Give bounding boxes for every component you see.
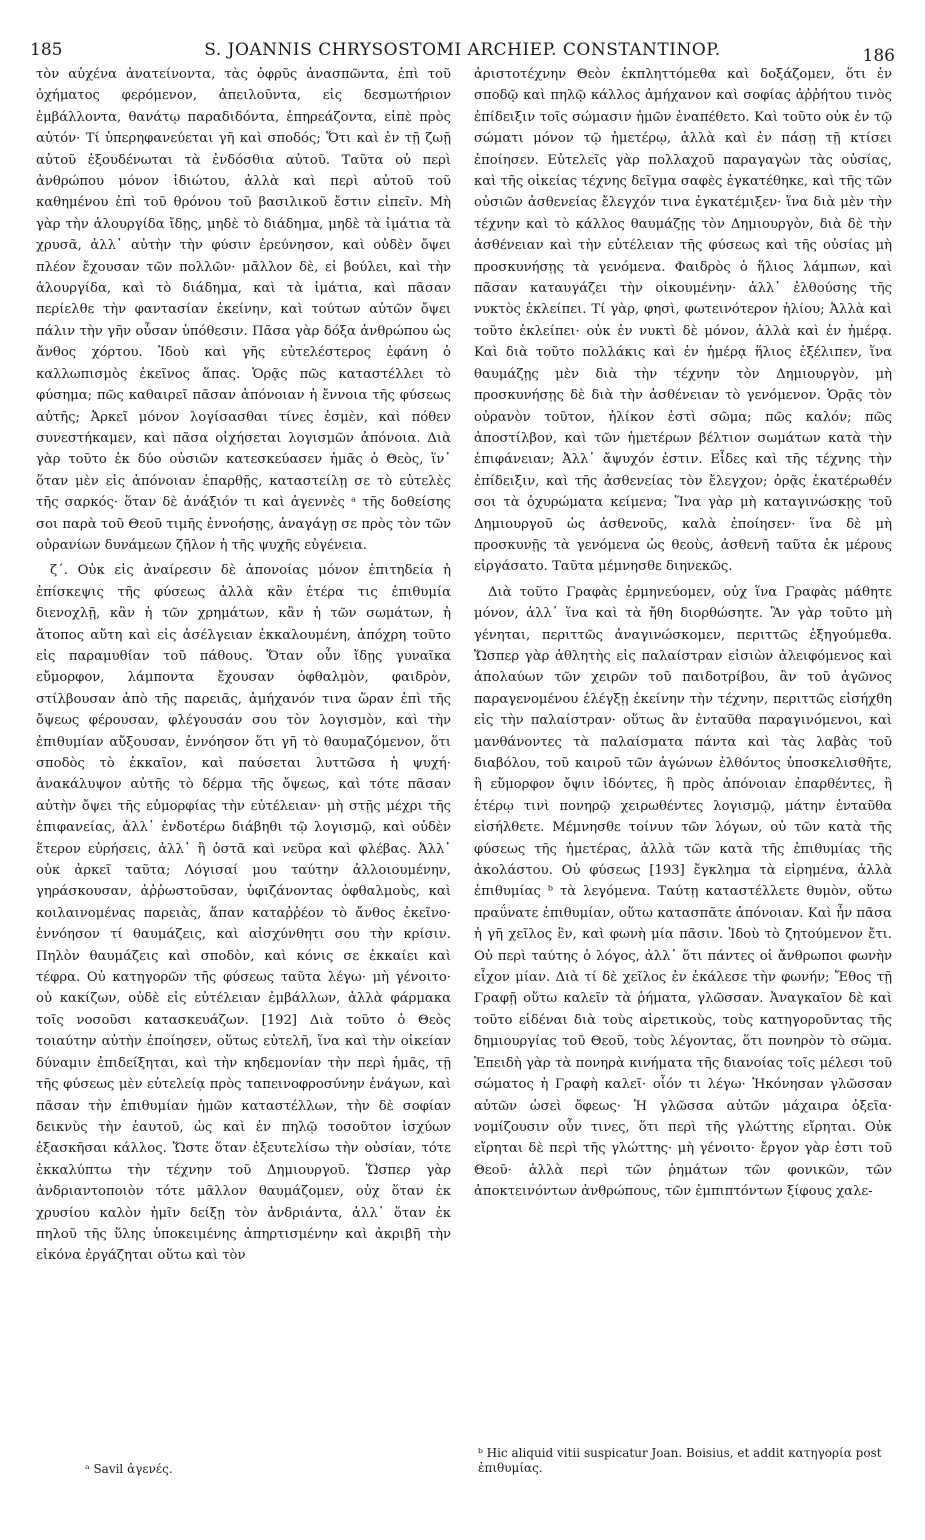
right-paragraph: Διὰ τοῦτο Γραφὰς ἑρμηνεύομεν, οὐχ ἵνα Γραφὰς μάθητε μόνον, ἀλλ᾽ ἵνα καὶ τὰ ἤθη διορθώσητε. Ἂν γὰρ τοῦτο μὴ γένηται, περιττῶς ἀναγινώσκομεν, περιττῶς ἐξηγούμεθα. Ὥσπερ γὰρ ἀθλητὴς εἰς παλαίστραν εἰσιὼν ἀλειφόμενος καὶ ἀπολαύων τῶν χειρῶν τοῦ παιδοτρίβου, ἂν τοῦ ἀγῶνος παραγενομένου ἐλέγξῃ ἐκείνην τὴν τέχνην, περιττῶς εἰσήχθη εἰς τὴν παλαίστραν· οὕτως ἂν ἐνταῦθα παραγινόμενοι, καὶ μανθάνοντες τὰ παλαίσματα πάντα καὶ τὰς λαβὰς τοῦ διαβόλου, τοῦ καιροῦ τῶν ἀγώνων ἐλθόντος ὑποσκελισθῆτε, ἢ εὔμορφον ὄψιν ἰδόντες, ἢ πρὸς ἀπόνοιαν ἐπαρθέντες, ἢ ἑτέρῳ τινὶ πονηρῷ χειρωθέντες λογισμῷ, μάτην ἐνταῦθα εἰσήλθετε. Μέμνησθε τοίνυν τῶν λόγων, οὐ τῶν κατὰ τῆς φύσεως τῆς ἡμετέρας, ἀλλὰ τῶν κατὰ τῆς ἐπιθυμίας τῆς ἀκολάστου. Οὐ φύσεως [193] ἔγκλημα τὰ εἰρημένα, ἀλλὰ ἐπιθυμίας ᵇ τὰ λεγόμενα. Ταύτῃ καταστέλλετε θυμὸν, οὕτω πραΰνατε ἐπιθυμίαν, οὕτω κατασπᾶτε ἀπόνοιαν. Καὶ ἦν πᾶσα ἡ γῆ χεῖλος ἓν, καὶ φωνὴ μία πᾶσιν. Ἰδοὺ τὸ ζητούμενον ἔτι. Οὐ περὶ ταύτης ὁ λόγος, ἀλλ᾽ ὅτι πάντες οἱ ἄνθρωποι φωνὴν εἶχον μίαν. Διὰ τί δὲ χεῖλος ἐν ἐκάλεσε τὴν φωνήν; Ἔθος τῇ Γραφῇ οὕτω καλεῖν τὰ ῥήματα, γλῶσσαν. Ἀναγκαῖον δὲ καὶ τοῦτο εἰδέναι διὰ τοὺς αἱρετικοὺς, τοὺς κατηγοροῦντας τῆς δημιουργίας τοῦ Θεοῦ, τοὺς λέγοντας, ὅτι πονηρὸν τὸ σῶμα. Ἐπειδὴ γὰρ τὰ πονηρὰ κινήματα τῆς διανοίας τοῖς μέλεσι τοῦ σώματος ἡ Γραφὴ καλεῖ· οἷόν τι λέγω· Ἠκόνησαν γλῶσσαν αὐτῶν ὡσεὶ ὄφεως· Ἡ γλῶσσα αὐτῶν μάχαιρα ὀξεῖα· νομίζουσιν οὖν τινες, ὅτι περὶ τῆς γλώττης εἴρηται. Οὐκ εἴρηται δὲ περὶ τῆς γλώττης· μὴ γένοιτο· ἔργον γὰρ ἐστι τοῦ Θεοῦ· ἀλλὰ περὶ τῶν ῥημάτων τῶν φονικῶν, τῶν ἀποκτεινόντων ἀνθρώπους, τῶν ἐμπιπτόντων ξίφους χαλε- bbox=[474, 584, 892, 1200]
right-text-column bbox=[474, 64, 892, 1449]
page-number-right: 186 bbox=[862, 46, 895, 66]
left-paragraph: τὸν αὐχένα ἀνατείνοντα, τὰς ὀφρῦς ἀνασπῶντα, ἐπὶ τοῦ ὀχήματος φερόμενον, ἀπειλοῦντα, εἰς δεσμωτήριον ἐμβάλλοντα, θανάτῳ παραδιδόντα, ἐπηρεάζοντα, εἰπὲ πρὸς αὐτόν· Τί ὑπερηφανεύεται γῆ καὶ σποδός; Ὅτι καὶ ἐν τῇ ζωῇ αὐτοῦ ἐξουδένωται τὰ ἐνδόσθια αὐτοῦ. Ταῦτα οὐ περὶ ἀνθρώπου μόνον ἰδιώτου, ἀλλὰ καὶ περὶ αὐτοῦ τοῦ καθημένου ἐπὶ τοῦ θρόνου τοῦ βασιλικοῦ ἔστιν εἰπεῖν. Μὴ γὰρ τὴν ἁλουργίδα ἴδῃς, μηδὲ τὸ διάδημα, μηδὲ τὰ ἱμάτια τὰ χρυσᾶ, ἀλλ᾽ αὐτὴν τὴν φύσιν ἐρεύνησον, καὶ οὐδὲν ὄψει πλέον ἔχουσαν τῶν πολλῶν· μᾶλλον δὲ, εἰ βούλει, καὶ τὴν ἁλουργίδα, καὶ τὸ διάδημα, καὶ τὰ ἱμάτια, καὶ πᾶσαν περίελθε τὴν φαντασίαν ἐκείνην, καὶ τούτων αὐτῶν ὄψει πάλιν τὴν γῆν οὖσαν ὑπόθεσιν. Πᾶσα γὰρ δόξα ἀνθρώπου ὡς ἄνθος χόρτου. Ἰδοὺ καὶ γῆς εὐτελέστερος ἐφάνη ὁ καλλωπισμὸς ἐκεῖνος ἅπας. Ὁρᾷς πῶς καταστέλλει τὸ φύσημα; πῶς καθαιρεῖ πᾶσαν ἀπόνοιαν ἡ ἔννοια τῆς φύσεως αὐτῆς; Ἀρκεῖ μόνον λογίσασθαι τίνες ἐσμὲν, καὶ πόθεν συνεστήκαμεν, καὶ πᾶσα οἰχήσεται λογισμῶν ἀπόνοια. Διὰ γὰρ τοῦτο ἐκ δύο οὐσιῶν κατεσκεύασεν ἡμᾶς ὁ Θεὸς, ἵν᾽ ὅταν μὲν εἰς ἀπόνοιαν ἐπαρθῇς, καταστείλῃ σε τὸ εὐτελὲς τῆς σαρκός· ὅταν δὲ ἀνάξιόν τι καὶ ἀγεννὲς ᵃ τῆς δοθείσης σοι παρὰ τοῦ Θεοῦ τιμῆς ἐννοήσῃς, ἀναγάγῃ σε πρὸς τὸν τῶν οὐρανίων δυνάμεων ζῆλον ἡ τῆς ψυχῆς εὐγένεια. bbox=[36, 67, 451, 553]
right-paragraph: ἀριστοτέχνην Θεὸν ἐκπληττόμεθα καὶ δοξάζομεν, ὅτι ἐν σποδῷ καὶ πηλῷ κάλλος ἀμήχανον καὶ σοφίας ἀῤῥήτου τινὸς ἐπίδειξιν τοῖς σώμασιν ἡμῶν ἐναπέθετο. Καὶ τοῦτο οὐκ ἐν τῷ σώματι μόνον τῷ ἡμετέρῳ, ἀλλὰ καὶ ἐν πάσῃ τῇ κτίσει ἐποίησεν. Εὐτελεῖς γὰρ πολλαχοῦ παραγαγὼν τὰς οὐσίας, καὶ τῆς οἰκείας τέχνης δεῖγμα σαφὲς ἐγκατέθηκε, καὶ τῆς τῶν οὐσιῶν ἀσθενείας ἔλεγχόν τινα ἐγκατέμιξεν· ἵνα διὰ μὲν τὴν τέχνην καὶ τὸ κάλλος θαυμάζῃς τὸν Δημιουργὸν, διὰ δὲ τὴν ἀσθένειαν καὶ τὴν εὐτέλειαν τῆς φύσεως καὶ τῆς οὐσίας μὴ προσκυνήσῃς τὰ γενόμενα. Φαιδρὸς ὁ ἥλιος λάμπων, καὶ πᾶσαν καταυγάζει τὴν οἰκουμένην· ἀλλ᾽ ἐλθούσης τῆς νυκτὸς ἐκλείπει. Τί γὰρ, φησὶ, φωτεινότερον ἡλίου; Ἀλλὰ καὶ τοῦτο ἐκλείπει· οὐκ ἐν νυκτὶ δὲ μόνον, ἀλλὰ καὶ ἐν ἡμέρᾳ. Καὶ διὰ τοῦτο πολλάκις καὶ ἐν ἡμέρᾳ ἥλιος ἐξέλιπεν, ἵνα θαυμάζῃς μὲν διὰ τὴν τέχνην τὸν Δημιουργὸν, μὴ προσκυνήσῃς δὲ διὰ τὴν ἀσθένειαν τὸ γενόμενον. Ὁρᾷς τὸν οὐρανὸν τοῦτον, ἡλίκον ἐστὶ σῶμα; πῶς καλόν; πῶς ἀποστίλβον, καὶ τῶν ἡμετέρων βέλτιον σωμάτων κατὰ τὴν ἐπιφάνειαν; Ἀλλ᾽ ἄψυχόν ἐστιν. Εἶδες καὶ τῆς τέχνης τὴν ἐπίδειξιν, καὶ τῆς ἀσθενείας τὸν ἔλεγχον; ὁρᾷς ἑκατέρωθέν σοι τὰ ὀχυρώματα κείμενα; Ἵνα γὰρ μὴ καταγινώσκῃς τοῦ Δημιουργοῦ ὡς ἀσθενοῦς, καλὰ ἐποίησεν· ἵνα δὲ μὴ προσκυνῇς τὰ γενόμενα ὡς θεοὺς, ἀσθενῆ ταῦτα ἐκ μέρους εἰργάσατο. Ταῦτα μέμνησθε διηνεκῶς. bbox=[474, 67, 892, 575]
left-paragraph: ζ´. Οὐκ εἰς ἀναίρεσιν δὲ ἀπονοίας μόνον ἐπιτηδεία ἡ ἐπίσκεψις τῆς φύσεως ἀλλὰ κἂν ἑτέρα τις ἐπιθυμία διενοχλῇ, κἂν ἡ τῶν χρημάτων, κἂν ἡ τῶν σωμάτων, ἡ ἄτοπος αὕτη καὶ εἰς ἀσέλγειαν ἐκκαλουμένη, ἀπόχρη τοῦτο εἰς παραμυθίαν τοῦ πάθους. Ὅταν οὖν ἴδῃς γυναῖκα εὔμορφον, λάμποντα ἔχουσαν ὀφθαλμὸν, φαιδρὸν, στίλβουσαν ἀπὸ τῆς παρειᾶς, ἀμήχανόν τινα ὥραν ἐπὶ τῆς ὄψεως φέρουσαν, φλέγουσάν σου τὸν λογισμὸν, καὶ τὴν ἐπιθυμίαν αὔξουσαν, ἐννόησον ὅτι γῆ τὸ θαυμαζόμενον, ὅτι σποδὸς τὸ ἐκκαῖον, καὶ παύσεται λυττῶσα ἡ ψυχή· ἀνακάλυψον αὐτῆς τὸ δέρμα τῆς ὄψεως, καὶ τότε πᾶσαν αὐτὴν ὄψει τῆς εὐμορφίας τὴν εὐτέλειαν· μὴ στῇς μέχρι τῆς ἐπιφανείας, ἀλλ᾽ ἐνδοτέρω διάβηθι τῷ λογισμῷ, καὶ οὐδὲν ἕτερον εὑρήσεις, ἀλλ᾽ ἢ ὀστᾶ καὶ νεῦρα καὶ φλέβας. Ἀλλ᾽ οὐκ ἀρκεῖ ταῦτα; Λόγισαί μου ταύτην ἀλλοιουμένην, γηράσκουσαν, ἀῤῥωστοῦσαν, ὑφιζάνοντας ὀφθαλμοὺς, καὶ κοιλαινομένας παρειὰς, ἅπαν καταῤῥέον τὸ ἄνθος ἐκεῖνο· ἐννόησον τί θαυμάζεις, καὶ αἰσχύνθητι σου τὴν κρίσιν. Πηλὸν θαυμάζεις καὶ σποδὸν, καὶ κόνις σε ἐκκαίει καὶ τέφρα. Οὐ κατηγορῶν τῆς φύσεως ταῦτα λέγω· μὴ γένοιτο· οὐ κακίζων, οὐδὲ εἰς εὐτέλειαν ἐμβάλλων, ἀλλὰ φάρμακα τοῖς νοσοῦσι κατασκευάζων. [192] Διὰ τοῦτο ὁ Θεὸς τοιαύτην αὐτὴν ἐποίησεν, οὕτως εὐτελῆ, ἵνα καὶ τὴν οἰκείαν δύναμιν ἐπιδείξηται, καὶ τὴν κηδεμονίαν τὴν περὶ ἡμᾶς, τῇ τῆς φύσεως μὲν εὐτελείᾳ πρὸς ταπεινοφροσύνην ἐνάγων, καὶ πᾶσαν τὴν ἐπιθυμίαν ἡμῶν καταστέλλων, τὴν δὲ σοφίαν δεικνὺς τὴν ἑαυτοῦ, ὡς καὶ ἐν πηλῷ τοσοῦτον ἰσχύων ἐξασκῆσαι κάλλος. Ὥστε ὅταν ἐξευτελίσω τὴν οὐσίαν, τότε ἐκκαλύπτω τὴν τέχνην τοῦ Δημιουργοῦ. Ὥσπερ γὰρ ἀνδριαντοποιὸν τότε μᾶλλον θαυμάζομεν, οὐχ ὅταν ἐκ χρυσίου καλὸν ἡμῖν δείξῃ τὸν ἀνδριάντα, ἀλλ᾽ ὅταν ἐκ πηλοῦ τῆς ὕλης ὑποκειμένης ἀπηρτισμένην καὶ ἀκριβῆ τὴν εἰκόνα ἐργάζηται οὕτω καὶ τὸν bbox=[36, 563, 451, 1264]
running-header bbox=[30, 40, 895, 64]
running-title: S. JOANNIS CHRYSOSTOMI ARCHIEP. CONSTANTINOP. bbox=[204, 40, 721, 60]
footnote-right: ᵇ Hic aliquid vitii suspicatur Joan. Boisius, et addit κατηγορία post ἐπιθυμίας. bbox=[478, 1446, 882, 1475]
left-text-column bbox=[36, 64, 451, 1449]
footnote-left: ᵃ Savil ἀγενές. bbox=[85, 1462, 173, 1476]
page-number-left: 185 bbox=[30, 40, 63, 60]
